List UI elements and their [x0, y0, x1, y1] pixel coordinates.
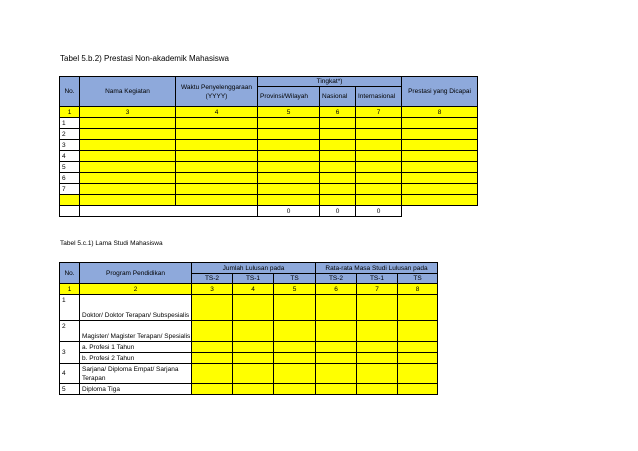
row-number: 2 [60, 129, 80, 140]
total-nasional: 0 [320, 206, 356, 217]
data-cell[interactable] [258, 184, 320, 195]
data-cell[interactable] [320, 151, 356, 162]
data-cell[interactable] [258, 129, 320, 140]
header-ts2: TS-2 [316, 274, 357, 284]
table-row [60, 364, 438, 384]
col-number: 3 [192, 284, 233, 295]
data-cell[interactable] [402, 173, 478, 184]
data-cell[interactable] [316, 321, 357, 342]
data-cell[interactable] [233, 353, 274, 364]
total-row [60, 206, 478, 217]
table-row [60, 162, 478, 173]
data-cell[interactable] [356, 118, 402, 129]
data-cell[interactable] [192, 364, 233, 384]
table2-caption: Tabel 5.c.1) Lama Studi Mahasiswa [60, 240, 163, 247]
data-cell[interactable] [274, 364, 316, 384]
header-internasional: Internasional [356, 87, 402, 107]
data-cell[interactable] [233, 342, 274, 353]
data-cell[interactable] [398, 342, 438, 353]
row-number: 3 [60, 140, 80, 151]
data-cell[interactable] [402, 129, 478, 140]
header-nama-kegiatan: Nama Kegiatan [80, 77, 176, 107]
table-row [60, 342, 438, 353]
col-number: 8 [398, 284, 438, 295]
data-cell[interactable] [192, 321, 233, 342]
data-cell[interactable] [398, 321, 438, 342]
column-number-row [60, 107, 478, 118]
data-cell[interactable] [316, 295, 357, 321]
header-no: No. [60, 77, 80, 107]
total-provinsi: 0 [258, 206, 320, 217]
column-number-row [60, 284, 438, 295]
row-number: 6 [60, 173, 80, 184]
data-cell[interactable] [192, 295, 233, 321]
data-cell[interactable] [320, 129, 356, 140]
data-cell[interactable] [274, 342, 316, 353]
data-cell[interactable] [356, 195, 402, 206]
col-number: 6 [320, 107, 356, 118]
data-cell[interactable] [176, 195, 258, 206]
program-label: Diploma Tiga [80, 384, 192, 395]
data-cell[interactable] [80, 151, 176, 162]
header-ts1: TS-1 [357, 274, 398, 284]
header-rata-rata-masa-studi: Rata-rata Masa Studi Lulusan pada [316, 263, 438, 274]
data-cell[interactable] [316, 342, 357, 353]
data-cell[interactable] [176, 118, 258, 129]
col-number: 6 [316, 284, 357, 295]
header-ts: TS [398, 274, 438, 284]
data-cell[interactable] [258, 151, 320, 162]
row-number: 1 [60, 295, 80, 321]
data-cell[interactable] [357, 321, 398, 342]
program-label: Magister/ Magister Terapan/ Spesialis [80, 321, 192, 342]
col-number: 5 [274, 284, 316, 295]
data-cell[interactable] [316, 364, 357, 384]
data-cell[interactable] [233, 295, 274, 321]
data-cell[interactable] [274, 384, 316, 395]
table-row [60, 295, 438, 321]
data-cell[interactable] [320, 162, 356, 173]
data-cell[interactable] [80, 195, 176, 206]
data-cell[interactable] [274, 321, 316, 342]
data-cell[interactable] [192, 342, 233, 353]
data-cell[interactable] [357, 384, 398, 395]
row-number: 5 [60, 384, 80, 395]
data-cell[interactable] [80, 173, 176, 184]
table-row [60, 151, 478, 162]
data-cell[interactable] [233, 321, 274, 342]
row-number: 7 [60, 184, 80, 195]
data-cell[interactable] [320, 140, 356, 151]
row-number: 2 [60, 321, 80, 342]
col-number: 5 [258, 107, 320, 118]
data-cell[interactable] [176, 151, 258, 162]
data-cell[interactable] [192, 384, 233, 395]
data-cell[interactable] [320, 118, 356, 129]
total-blank [80, 206, 258, 217]
col-number: 8 [402, 107, 478, 118]
data-cell[interactable] [357, 353, 398, 364]
col-number: 1 [60, 284, 80, 295]
data-cell[interactable] [356, 129, 402, 140]
data-cell[interactable] [80, 129, 176, 140]
header-ts1: TS-1 [233, 274, 274, 284]
data-cell[interactable] [80, 184, 176, 195]
data-cell[interactable] [258, 140, 320, 151]
data-cell[interactable] [402, 140, 478, 151]
table-row [60, 129, 478, 140]
col-number: 4 [176, 107, 258, 118]
col-number: 2 [80, 284, 192, 295]
data-cell[interactable] [176, 184, 258, 195]
data-cell[interactable] [258, 118, 320, 129]
header-tingkat: Tingkat*) [258, 77, 402, 87]
data-cell[interactable] [320, 184, 356, 195]
header-nasional: Nasional [320, 87, 356, 107]
data-cell[interactable] [402, 162, 478, 173]
data-cell[interactable] [316, 384, 357, 395]
row-number: 4 [60, 364, 80, 384]
row-number: 3 [60, 342, 80, 364]
data-cell[interactable] [398, 295, 438, 321]
data-cell[interactable] [192, 353, 233, 364]
data-cell[interactable] [402, 195, 478, 206]
table-row [60, 173, 478, 184]
data-cell[interactable] [80, 140, 176, 151]
program-label: Doktor/ Doktor Terapan/ Subspesialis [80, 295, 192, 321]
data-cell[interactable] [357, 295, 398, 321]
data-cell[interactable] [398, 384, 438, 395]
header-no: No. [60, 263, 80, 284]
data-cell[interactable] [80, 162, 176, 173]
data-cell[interactable] [356, 151, 402, 162]
col-number: 7 [357, 284, 398, 295]
header-provinsi: Provinsi/Wilayah [258, 87, 320, 107]
table-row [60, 353, 438, 364]
program-label: a. Profesi 1 Tahun [80, 342, 192, 353]
table-row [60, 184, 478, 195]
lama-studi-table [59, 262, 438, 395]
data-cell[interactable] [320, 173, 356, 184]
data-cell[interactable] [233, 364, 274, 384]
data-cell[interactable] [356, 173, 402, 184]
row-number: 5 [60, 162, 80, 173]
program-label: Sarjana/ Diploma Empat/ Sarjana Terapan [80, 364, 192, 384]
header-program: Program Pendidikan [80, 263, 192, 284]
data-cell[interactable] [258, 173, 320, 184]
total-empty [402, 206, 478, 217]
table-row [60, 384, 438, 395]
col-number: 7 [356, 107, 402, 118]
header-ts2: TS-2 [192, 274, 233, 284]
total-blank [60, 206, 80, 217]
col-number: 3 [80, 107, 176, 118]
data-cell[interactable] [356, 162, 402, 173]
data-cell[interactable] [398, 353, 438, 364]
data-cell[interactable] [356, 140, 402, 151]
col-number: 4 [233, 284, 274, 295]
data-cell[interactable] [176, 162, 258, 173]
data-cell[interactable] [316, 353, 357, 364]
header-prestasi: Prestasi yang Dicapai [402, 77, 478, 107]
data-cell[interactable] [176, 173, 258, 184]
table-row [60, 321, 438, 342]
data-cell[interactable] [233, 384, 274, 395]
data-cell[interactable] [274, 353, 316, 364]
data-cell[interactable] [356, 184, 402, 195]
header-ts: TS [274, 274, 316, 284]
data-cell[interactable] [60, 195, 80, 206]
prestasi-non-akademik-table [59, 76, 478, 217]
data-cell[interactable] [357, 364, 398, 384]
table-row [60, 195, 478, 206]
data-cell[interactable] [398, 364, 438, 384]
table1-caption: Tabel 5.b.2) Prestasi Non-akademik Mahasiswa [60, 54, 229, 63]
table-row [60, 118, 478, 129]
table-row [60, 140, 478, 151]
col-number: 1 [60, 107, 80, 118]
total-internasional: 0 [356, 206, 402, 217]
header-jumlah-lulusan: Jumlah Lulusan pada [192, 263, 316, 274]
data-cell[interactable] [402, 118, 478, 129]
data-cell[interactable] [258, 162, 320, 173]
data-cell[interactable] [258, 195, 320, 206]
data-cell[interactable] [80, 118, 176, 129]
data-cell[interactable] [402, 184, 478, 195]
data-cell[interactable] [402, 151, 478, 162]
row-number: 4 [60, 151, 80, 162]
data-cell[interactable] [320, 195, 356, 206]
data-cell[interactable] [357, 342, 398, 353]
row-number: 1 [60, 118, 80, 129]
data-cell[interactable] [176, 140, 258, 151]
program-label: b. Profesi 2 Tahun [80, 353, 192, 364]
data-cell[interactable] [176, 129, 258, 140]
header-waktu: Waktu Penyelenggaraan (YYYY) [176, 77, 258, 107]
data-cell[interactable] [274, 295, 316, 321]
